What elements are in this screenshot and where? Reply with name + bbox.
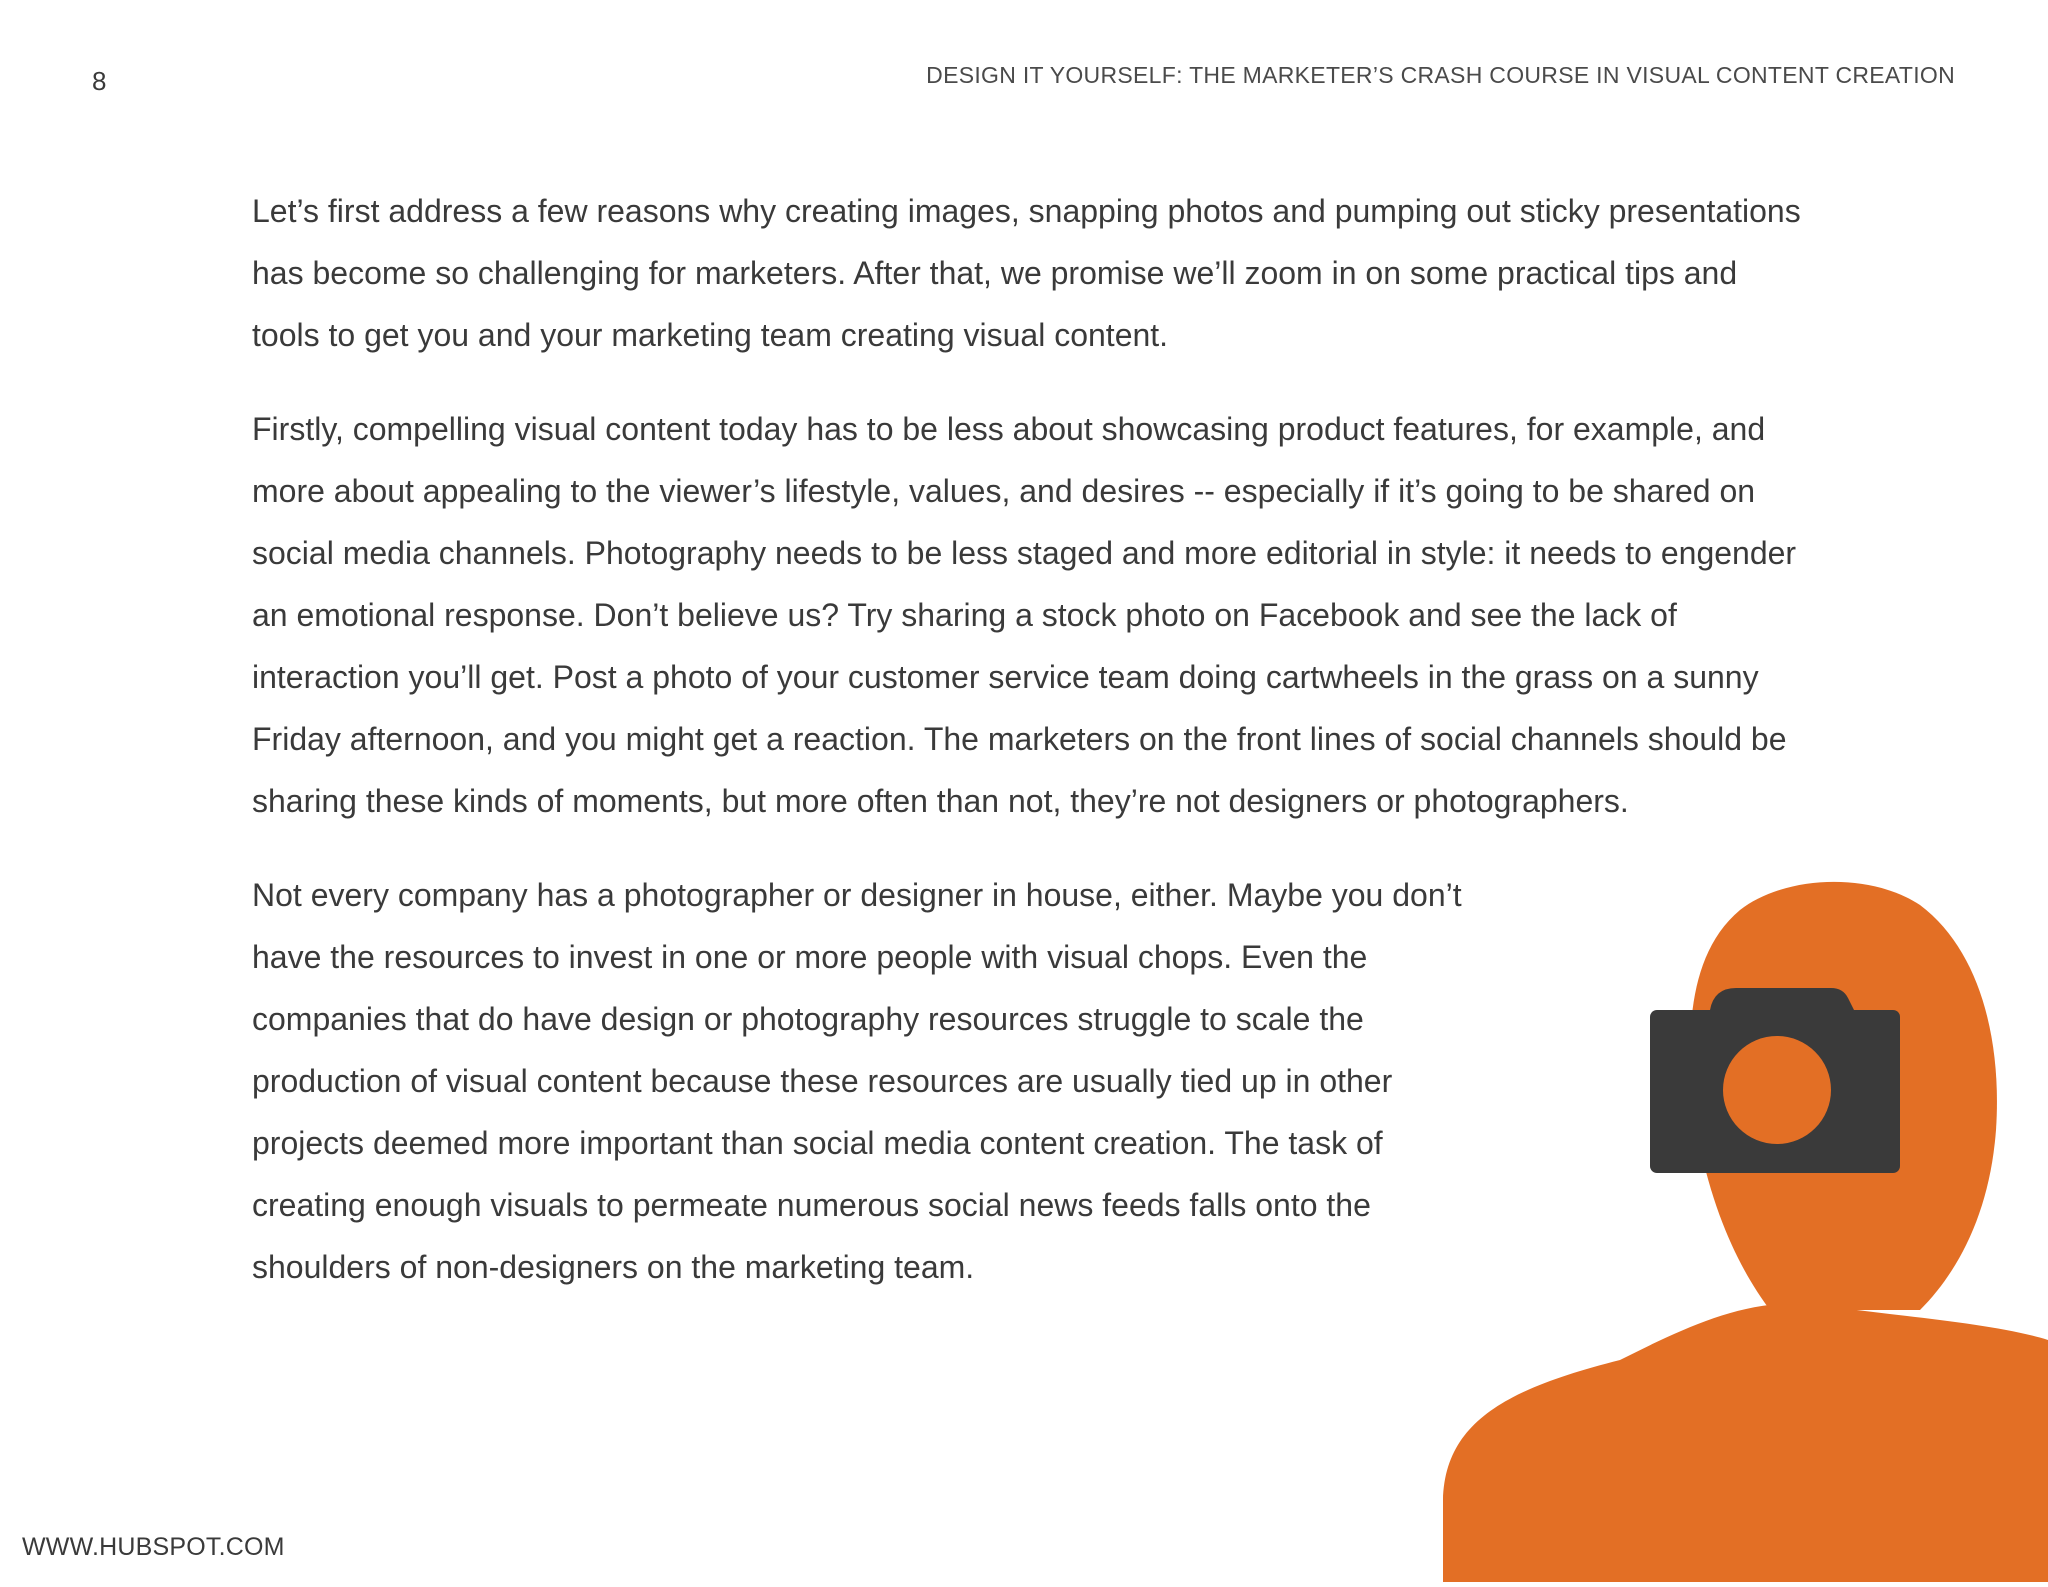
person-with-camera-icon bbox=[1440, 880, 2048, 1582]
camera-lens bbox=[1723, 1036, 1831, 1144]
footer-url: WWW.HUBSPOT.COM bbox=[22, 1533, 285, 1561]
paragraph-3: Not every company has a photographer or designer in house, either. Maybe you don’t have the resources to invest in one or more people with visual chops. Even the companies that do have design or photography resources struggle to scale the production of visual content because these resources are usually tied up in other projects deemed more important than social media content creation. The task of creating enough visuals to permeate numerous social news feeds falls onto the shoulders of non-designers on the marketing team. bbox=[252, 877, 1462, 1285]
running-header-title: DESIGN IT YOURSELF: THE MARKETER’S CRASH COURSE IN VISUAL CONTENT CREATION bbox=[926, 62, 1955, 88]
paragraph-2: Firstly, compelling visual content today has to be less about showcasing product features, for example, and more about appealing to the viewer’s lifestyle, values, and desires -- especially if it’s going to be shared on social media channels. Photography needs to be less staged and more editorial in style: it needs to engender an emotional response. Don’t believe us? Try sharing a stock photo on Facebook and see the lack of interaction you’ll get. Post a photo of your customer service team doing cartwheels in the grass on a sunny Friday afternoon, and you might get a reaction. The marketers on the front lines of social channels should be sharing these kinds of moments, but more often than not, they’re not designers or photographers. bbox=[252, 411, 1797, 819]
person-body-shape bbox=[1443, 1303, 2048, 1582]
camera-icon bbox=[1650, 988, 1900, 1173]
page-number: 8 bbox=[92, 66, 107, 96]
paragraph-1: Let’s first address a few reasons why creating images, snapping photos and pumping out sticky presentations has become so challenging for marketers. After that, we promise we’ll zoom in on some practical tips and tools to get you and your marketing team creating visual content. bbox=[252, 193, 1801, 353]
